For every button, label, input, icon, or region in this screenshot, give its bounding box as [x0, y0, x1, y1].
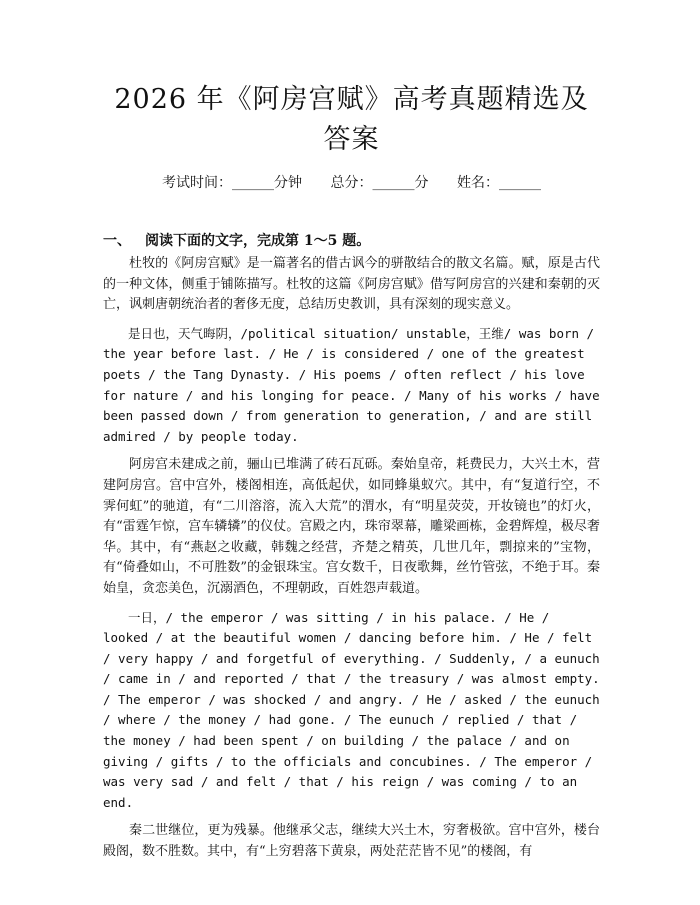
exam-time-field: 考试时间：______分钟 [162, 175, 303, 191]
section-number: 一、 [103, 233, 131, 249]
page-title: 2026 年《阿房宫赋》高考真题精选及答案 [114, 84, 589, 155]
passage-paragraph-5: 秦二世继位，更为残暴。他继承父志，继续大兴土木，穷奢极欲。宫中宫外，楼台殿阁，数不胜数。其中，有“上穷碧落下黄泉，两处茫茫皆不见”的楼阁，有 [103, 823, 600, 860]
section-heading [103, 230, 600, 252]
student-name-field: 姓名：______ [456, 175, 541, 191]
passage-paragraph-2: 是日也，天气晦阴，/political situation/ unstable，王维/ was born / the year before last. / He / is considered / one of the greatest poets / the Tang Dynasty. / His poems / often reflect / his love for nature / and his longing for peace. / Many of his works / have been passed down / from generation to generation, / and are still admired / by people today. [103, 325, 600, 444]
total-score-field: 总分：______分 [330, 175, 429, 191]
passage-paragraph-3: 阿房宫未建成之前，骊山已堆满了砖石瓦砾。秦始皇帝，耗费民力，大兴土木，营建阿房宫。宫中宫外，楼阁相连，高低起伏，如同蜂巢蚁穴。其中，有“复道行空，不霁何虹”的驰道，有“二川溶溶，流入大荒”的渭水，有“明星荧荧，开妆镜也”的灯火，有“雷霆乍惊，宫车辚辚”的仪仗。宫殿之内，珠帘翠幕，雕梁画栋，金碧辉煌，极尽奢华。其中，有“燕赵之收藏，韩魏之经营，齐楚之精英，几世几年，剽掠来的”宝物，有“倚叠如山，不可胜数”的金银珠宝。宫女数千，日夜歌舞，丝竹管弦，不绝于耳。秦始皇，贪恋美色，沉溺酒色，不理朝政，百姓怨声载道。 [103, 457, 600, 596]
passage-paragraph-4: 一日，/ the emperor / was sitting / in his palace. / He / looked / at the beautiful women / dancing before him. / He / felt / very happy / and forgetful of everything. / Suddenly, / a eunuch / came in / and reported / that / the treasury / was almost empty. / The emperor / was shocked / and angry. / He / asked / the eunuch / where / the money / had gone. / The eunuch / replied / that / the money / had been spent / on building / the palace / and on giving / gifts / to the officials and concubines. / The emperor / was very sad / and felt / that / his reign / was coming / to an end. [103, 609, 600, 810]
section-instruction: 阅读下面的文字，完成第 1～5 题。 [145, 233, 371, 249]
exam-meta [103, 172, 600, 194]
passage-paragraph-1: 杜牧的《阿房宫赋》是一篇著名的借古讽今的骈散结合的散文名篇。赋，原是古代的一种文体，侧重于铺陈描写。杜牧的这篇《阿房宫赋》借写阿房宫的兴建和秦朝的灭亡，讽刺唐朝统治者的奢侈无度，总结历史教训，具有深刻的现实意义。 [103, 256, 600, 313]
